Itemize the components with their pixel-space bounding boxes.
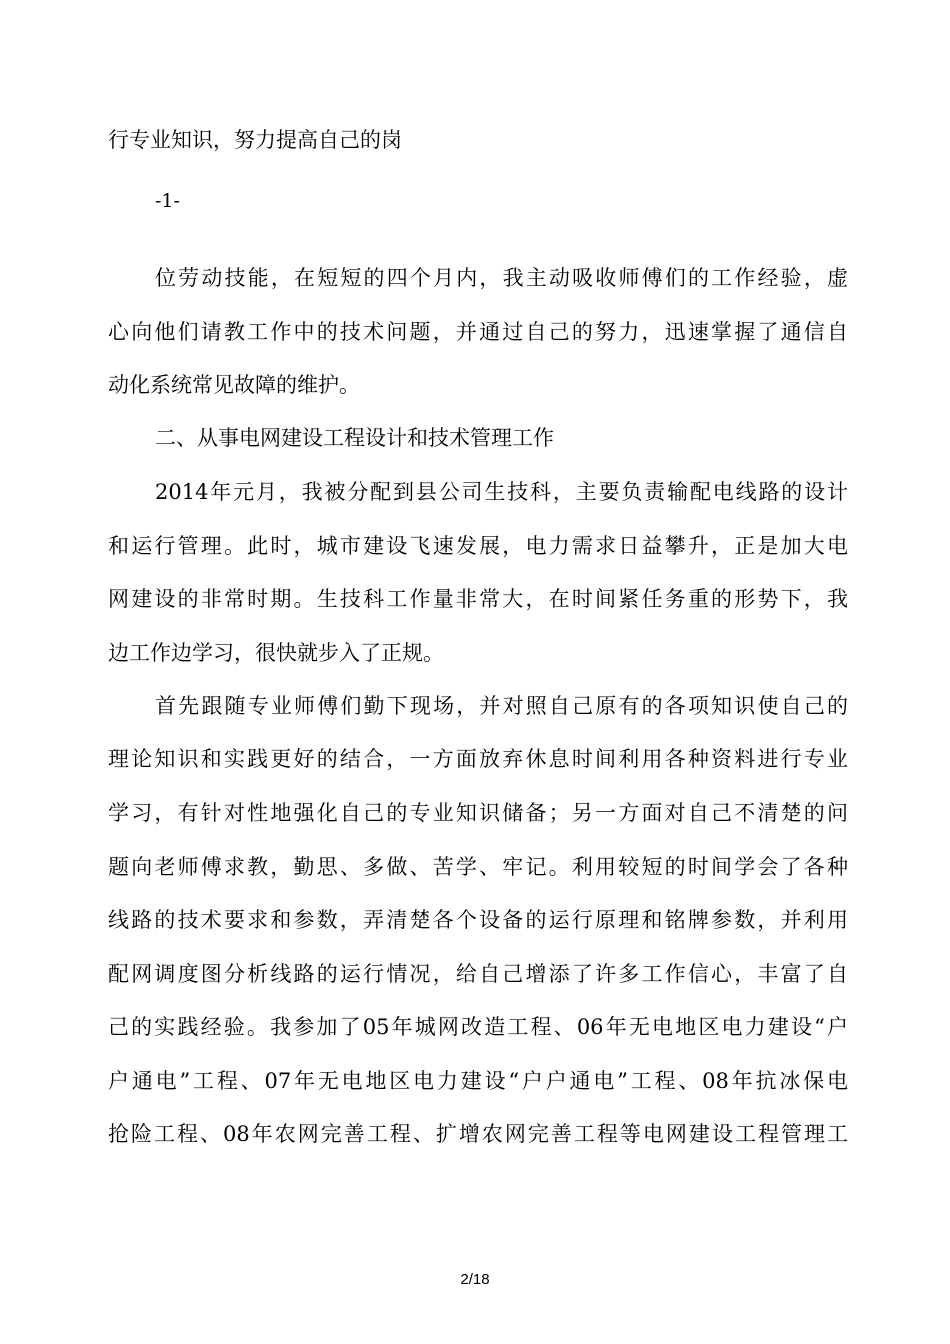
text-line: 2014年元月，我被分配到县公司生技科，主要负责输配电线路的设计 <box>155 480 848 504</box>
text-line: 行专业知识，努力提高自己的岗 <box>108 128 402 152</box>
text-line: 边工作边学习，很快就步入了正规。 <box>108 641 444 665</box>
text-line: 首先跟随专业师傅们勤下现场，并对照自己原有的各项知识使自己的 <box>155 694 848 718</box>
text-line: 网建设的非常时期。生技科工作量非常大，在时间紧任务重的形势下，我 <box>108 587 848 611</box>
text-line: 抢险工程、08年农网完善工程、扩增农网完善工程等电网建设工程管理工 <box>108 1122 848 1146</box>
text-line: 配网调度图分析线路的运行情况，给自己增添了许多工作信心，丰富了自 <box>108 962 848 986</box>
text-line: 理论知识和实践更好的结合，一方面放弃休息时间利用各种资料进行专业 <box>108 747 848 771</box>
text-line: 题向老师傅求教，勤思、多做、苦学、牢记。利用较短的时间学会了各种 <box>108 855 848 879</box>
page-number: 2/18 <box>460 1271 490 1288</box>
text-line: 动化系统常见故障的维护。 <box>108 373 360 397</box>
text-line: 线路的技术要求和参数，弄清楚各个设备的运行原理和铭牌参数，并利用 <box>108 908 848 932</box>
text-line: 心向他们请教工作中的技术问题，并通过自己的努力，迅速掌握了通信自 <box>108 320 848 344</box>
text-line: 己的实践经验。我参加了05年城网改造工程、06年无电地区电力建设“户 <box>108 1015 848 1039</box>
text-line: 学习，有针对性地强化自己的专业知识储备；另一方面对自己不清楚的问 <box>108 801 848 825</box>
text-line: 户通电”工程、07年无电地区电力建设“户户通电”工程、08年抗冰保电 <box>108 1069 848 1093</box>
text-line: 和运行管理。此时，城市建设飞速发展，电力需求日益攀升，正是加大电 <box>108 534 848 558</box>
text-line: 位劳动技能，在短短的四个月内，我主动吸收师傅们的工作经验，虚 <box>155 266 848 290</box>
section-heading: 二、从事电网建设工程设计和技术管理工作 <box>155 426 554 450</box>
inline-page-marker: -1- <box>155 190 180 212</box>
